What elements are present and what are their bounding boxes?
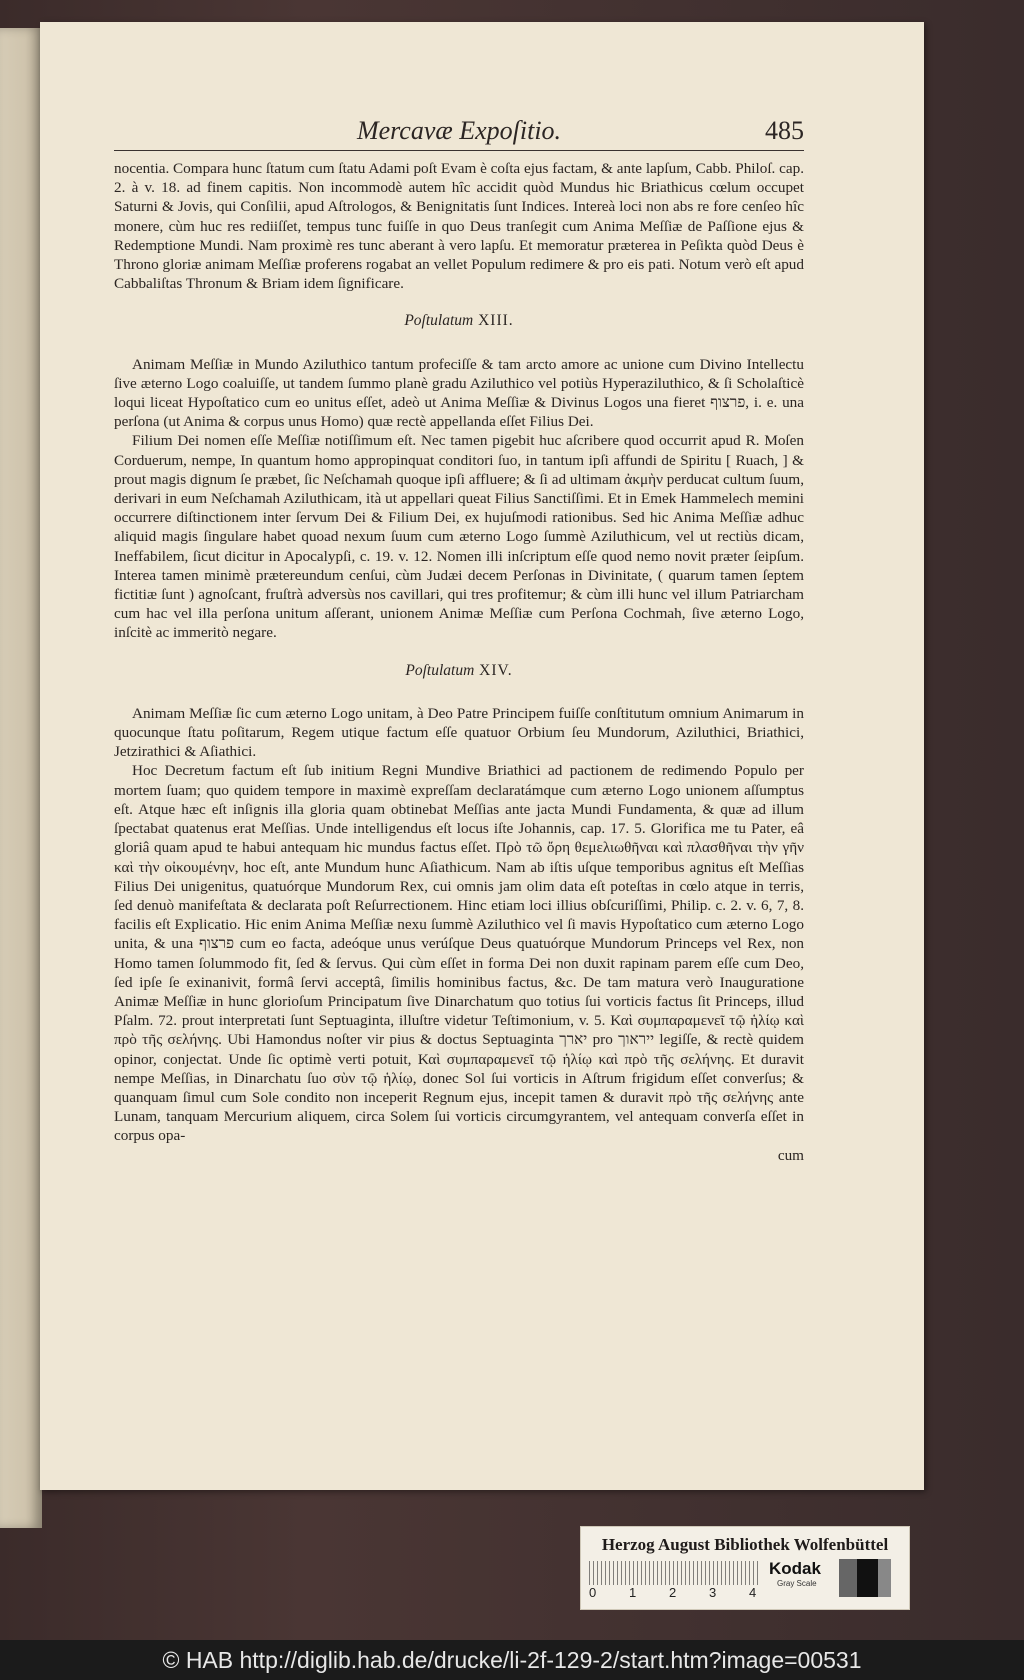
running-head	[114, 110, 804, 151]
paragraph-xiv-1: Animam Meſſiæ ſic cum æterno Logo unitam, à Deo Patre Principem fuiſſe conſtitutum omnium Animarum in quocunque ſtatu poſitarum, Regem utique factum eſſe quatuor Orbium ſeu Mundorum, Aziluthici, Briathici, Jetzirathici & Aſiathici.	[114, 704, 804, 761]
previous-page-edge	[0, 28, 42, 1528]
section-heading-xiv	[114, 661, 804, 680]
paragraph-xiii-1: Animam Meſſiæ in Mundo Aziluthico tantum profeciſſe & tam arcto amore ac unione cum Divino Intellectu ſive æterno Logo coaluiſſe, ut tandem ſummo planè gradu Aziluthico vel potiùs Hyperaziluthico, & ſi Scholaſticè loqui liceat Hypoſtatico cum eo unitus eſſet, adeò ut Anima Meſſiæ & Divinus Logos una fieret פרצוף, i. e. una perſona (ut Anima & corpus unus Homo) quæ rectè appellanda eſſet Filius Dei.	[114, 355, 805, 431]
page-number: 485	[765, 116, 804, 145]
gray-scale-label: Gray Scale	[777, 1579, 817, 1588]
catchword: cum	[777, 1146, 804, 1164]
scale-number: 1	[629, 1585, 637, 1600]
heading-number: XIV.	[479, 661, 513, 679]
ruler-scale	[589, 1561, 759, 1585]
heading-number: XIII.	[478, 312, 514, 330]
gray-swatch	[839, 1559, 891, 1597]
text-block	[114, 159, 804, 1165]
kodak-logo: Kodak	[769, 1559, 821, 1578]
section-heading-xiii	[114, 311, 804, 330]
heading-word: Poſtulatum	[405, 661, 475, 679]
heading-word: Poſtulatum	[404, 312, 474, 330]
running-title: Mercavæ Expoſitio.	[356, 116, 562, 145]
scale-number: 4	[749, 1585, 757, 1600]
paragraph-xiii-2: Filium Dei nomen eſſe Meſſiæ notiſſimum eſt. Nec tamen pigebit huc aſcribere quod occurrit apud R. Moſen Corduerum, nempe, In quantum homo appropinquat conditori ſuo, in tantum ipſi affundi de Spiritu [ Ruach, ] & prout magis dignum ſe præbet, ſic Neſchamah quoque ipſi affluere; & ſi ad ultimam ἀκμὴν perducat cultum ſuum, derivari in eum Neſchamah Aziluthicam, ità ut appellari queat Filius Sanctiſſimi. Et in Emek Hammelech memini occurrere diſtinctionem inter ſervum Dei & Filium Dei, ex hujuſmodi rationibus. Sed hic Anima Meſſiæ adhuc aliquid magis ſingulare habet quoad nexum ſuum cum æterno Logo ſummè Aziluthicum, vel ut rectiùs dicam, Ineffabilem, ſicut dicitur in Apocalypſi, c. 19. v. 12. Nomen illi inſcriptum eſſe quod nemo novit præter ſeipſum. Interea tamen minimè prætereundum cenſui, cùm Judæi decem Perſonas in Divinitate, ( quarum tamen ſeptem fictitiæ ſunt ) agnoſcant, fruſtrà adversùs nos cavillari, qui tres profitemur; & cùm illi hunc vel illum Patriarcham cum hac vel illa perſona unitum aſſerant, unionem Animæ Meſſiæ cum Perſona Cochmah, ſive æterno Logo, inſcitè ac immeritò negare.	[114, 432, 804, 642]
paragraph-top: nocentia. Compara hunc ſtatum cum ſtatu Adami poſt Evam è coſta ejus factam, & ante lapſum, Cabb. Philoſ. cap. 2. à v. 18. ad finem capitis. Non incommodè autem hîc accidit quòd Mundus hic Briathicus cœlum occupet Saturni & Jovis, qui Conſilii, apud Aſtrologos, & Benignitatis ſunt Indices. Intereà loci non abs re fore cenſeo hîc monere, cùm huc res rediiſſet, tempus tunc fuiſſe in quo Deus tranſegit cum Anima Meſſiæ de Paſſione ejus & Redemptione Mundi. Nam proximè res tunc aberant à vero lapſu. Et memoratur præterea in Peſikta quòd Deus è Throno gloriæ animam Meſſiæ proferens rogabat an vellet Populum redimere & pro eis pati. Notum verò eſt apud Cabbaliſtas Thronum & Briam idem ſignificare.	[114, 160, 805, 293]
library-stamp	[580, 1526, 910, 1610]
scale-number: 2	[669, 1585, 677, 1600]
copyright-footer: © HAB http://diglib.hab.de/drucke/li-2f-129-2/start.htm?image=00531	[0, 1640, 1024, 1680]
book-page	[40, 22, 924, 1490]
paragraph-xiv-2: Hoc Decretum factum eſt ſub initium Regni Mundive Briathici ad pactionem de redimendo Populo per mortem ſuam; quo quidem tempore in maximè expreſſam declaratámque cum æterno Logo unionem aſſumptus eſt. Atque hæc eſt inſignis illa gloria quam obtinebat Meſſias ante jacta Mundi Fundamenta, & quæ ad illum ſpectabat quatenus erat Meſſias. Unde intelligendus eſt locus iſte Johannis, cap. 17. 5. Glorifica me tu Pater, eâ gloriâ quam apud te habui antequam hic mundus factus eſſet. Πρὸ τῶ ὄρη θεμελιωθῆναι καὶ πλασθῆναι τὴν γῆν καὶ τὴν οἰκουμένην, hoc eſt, ante Mundum hunc Aſiathicum. Nam ab iſtis uſque temporibus agnitus eſt Meſſias Filius Dei unigenitus, quatuórque Mundorum Rex, cui omnis jam olim data eſt poteſtas in cœlo atque in terris, ſed denuò manifeſtata & declarata poſt Reſurrectionem. Hinc etiam loci illius obſcuriſſimi, Philip. c. 2. v. 6, 7, 8. facilis eſt Explicatio. Hic enim Anima Meſſiæ nexu ſummè Aziluthico vel ſi mavis Hypoſtatico cum æterno Logo unita, & una פרצוף cum eo facta, adeóque unus verúſque Deus quatuórque Mundorum Princeps vel Rex, non Homo tamen ſolummodo fit, ſed & ſervus. Qui cùm eſſet in forma Dei non duxit rapinam parem eſſe cum Deo, ſed ipſe ſe exinanivit, formâ ſervi acceptâ, ſimilis hominibus factus, &c. De tam matura verò Inauguratione Animæ Meſſiæ in hunc glorioſum Principatum ſive Dinarchatum quo totius ſui vorticis factus ſit Princeps, illud Pſalm. 72. prout interpretati ſunt Septuaginta, illuſtre videtur Teſtimonium, v. 5. Καὶ συμπαραμενεῖ τῷ ἡλίῳ καὶ πρὸ τῆς σελήνης. Ubi Hamondus noſter vir pius & doctus Septuaginta יארך pro ייראוך legiſſe, & rectè quidem opinor, conjectat. Unde ſic optimè verti potuit, Καὶ συμπαραμενεῖ τῷ ἡλίῳ καὶ πρὸ τῆς σελήνης. Et duravit nempe Meſſias, in Dinarchatu ſuo σὺν τῷ ἡλίῳ, donec Sol ſui vorticis in Aſtrum frigidum eſſet converſus; & quanquam ſimul cum Sole condito non inceperit Regnum ejus, incepit tamen & duravit πρὸ τῆς σελήνης ante Lunam, tanquam Mercurium aliquem, circa Solem ſui vorticis circumgyrantem, vel antequam converſa eſſet in corpus opa-	[114, 762, 805, 1145]
library-name: Herzog August Bibliothek Wolfenbüttel	[601, 1535, 889, 1554]
scale-number: 3	[709, 1585, 717, 1600]
page-content	[114, 110, 804, 1165]
scale-number: 0	[589, 1585, 597, 1600]
